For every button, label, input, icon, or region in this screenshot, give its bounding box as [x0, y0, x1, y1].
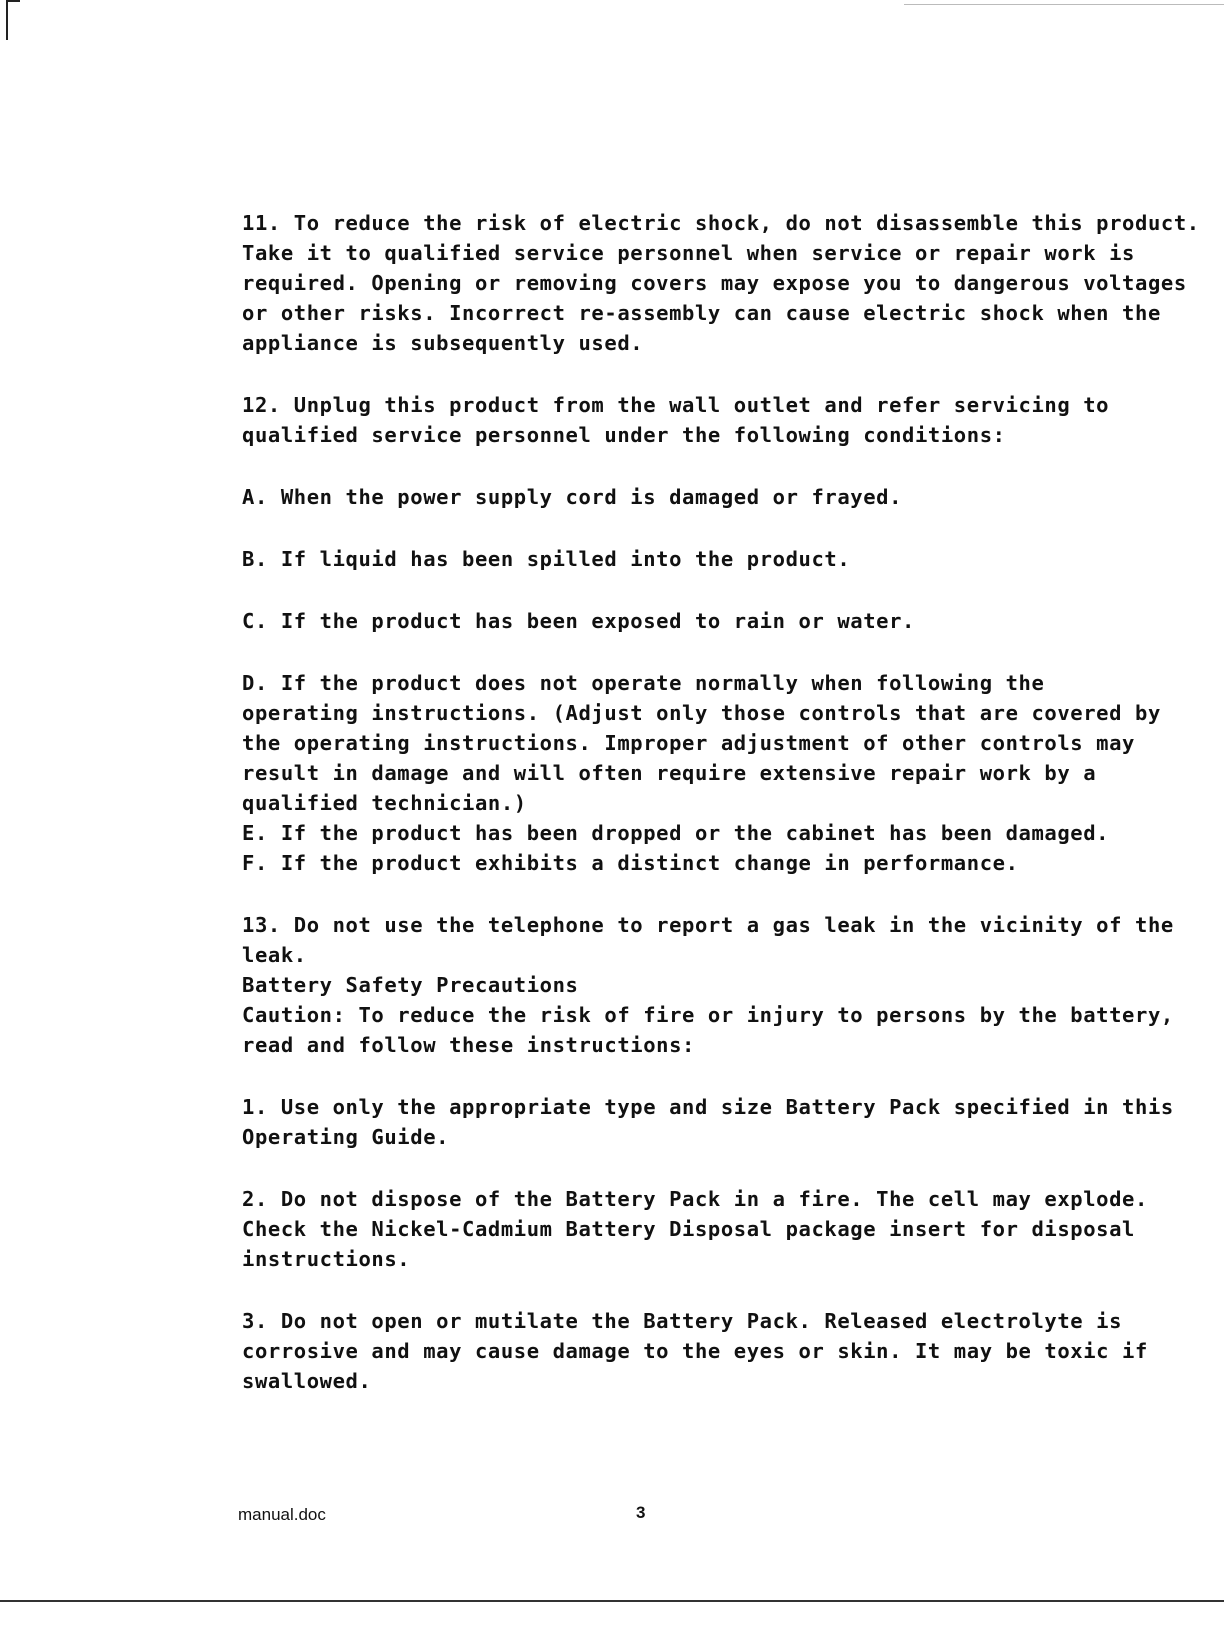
footer-filename: manual.doc — [238, 1505, 326, 1524]
paragraph-13: 13. Do not use the telephone to report a gas leak in the vicinity of the leak. — [242, 913, 1174, 967]
scan-edge-top — [6, 0, 20, 2]
paragraph-11: 11. To reduce the risk of electric shock, do not disassemble this product. Take it to qualified service personnel when service or repair work is required. Opening or removing covers may expose you to dangerous voltages or other risks. Incorrect re-assembly can cause electric shock when the appliance is subsequently used. — [242, 211, 1200, 355]
scan-edge-left — [6, 0, 8, 40]
condition-e: E. If the product has been dropped or the cabinet has been damaged. — [242, 821, 1110, 845]
battery-heading: Battery Safety Precautions — [242, 973, 579, 997]
battery-caution: Caution: To reduce the risk of fire or injury to persons by the battery, read and follow these instructions: — [242, 1003, 1174, 1057]
condition-d: D. If the product does not operate normally when following the operating instructions. (Adjust only those controls that are covered by the operating instructions. Improper adjustment of other controls may result in damage and will often require extensive repair work by a qualified technician.) — [242, 671, 1161, 815]
scan-line-bottom — [0, 1600, 1224, 1602]
document-body — [242, 208, 1200, 1396]
footer-page-number: 3 — [636, 1503, 646, 1522]
condition-b: B. If liquid has been spilled into the product. — [242, 547, 851, 571]
battery-item-2: 2. Do not dispose of the Battery Pack in a fire. The cell may explode. Check the Nickel-Cadmium Battery Disposal package insert for disposal instructions. — [242, 1187, 1148, 1271]
battery-item-3: 3. Do not open or mutilate the Battery Pack. Released electrolyte is corrosive and may cause damage to the eyes or skin. It may be toxic if swallowed. — [242, 1309, 1148, 1393]
paragraph-12: 12. Unplug this product from the wall outlet and refer servicing to qualified service personnel under the following conditions: — [242, 393, 1110, 447]
scan-line-top — [904, 4, 1224, 5]
condition-a: A. When the power supply cord is damaged or frayed. — [242, 485, 903, 509]
battery-item-1: 1. Use only the appropriate type and size Battery Pack specified in this Operating Guide. — [242, 1095, 1174, 1149]
condition-c: C. If the product has been exposed to rain or water. — [242, 609, 915, 633]
condition-f: F. If the product exhibits a distinct change in performance. — [242, 851, 1019, 875]
